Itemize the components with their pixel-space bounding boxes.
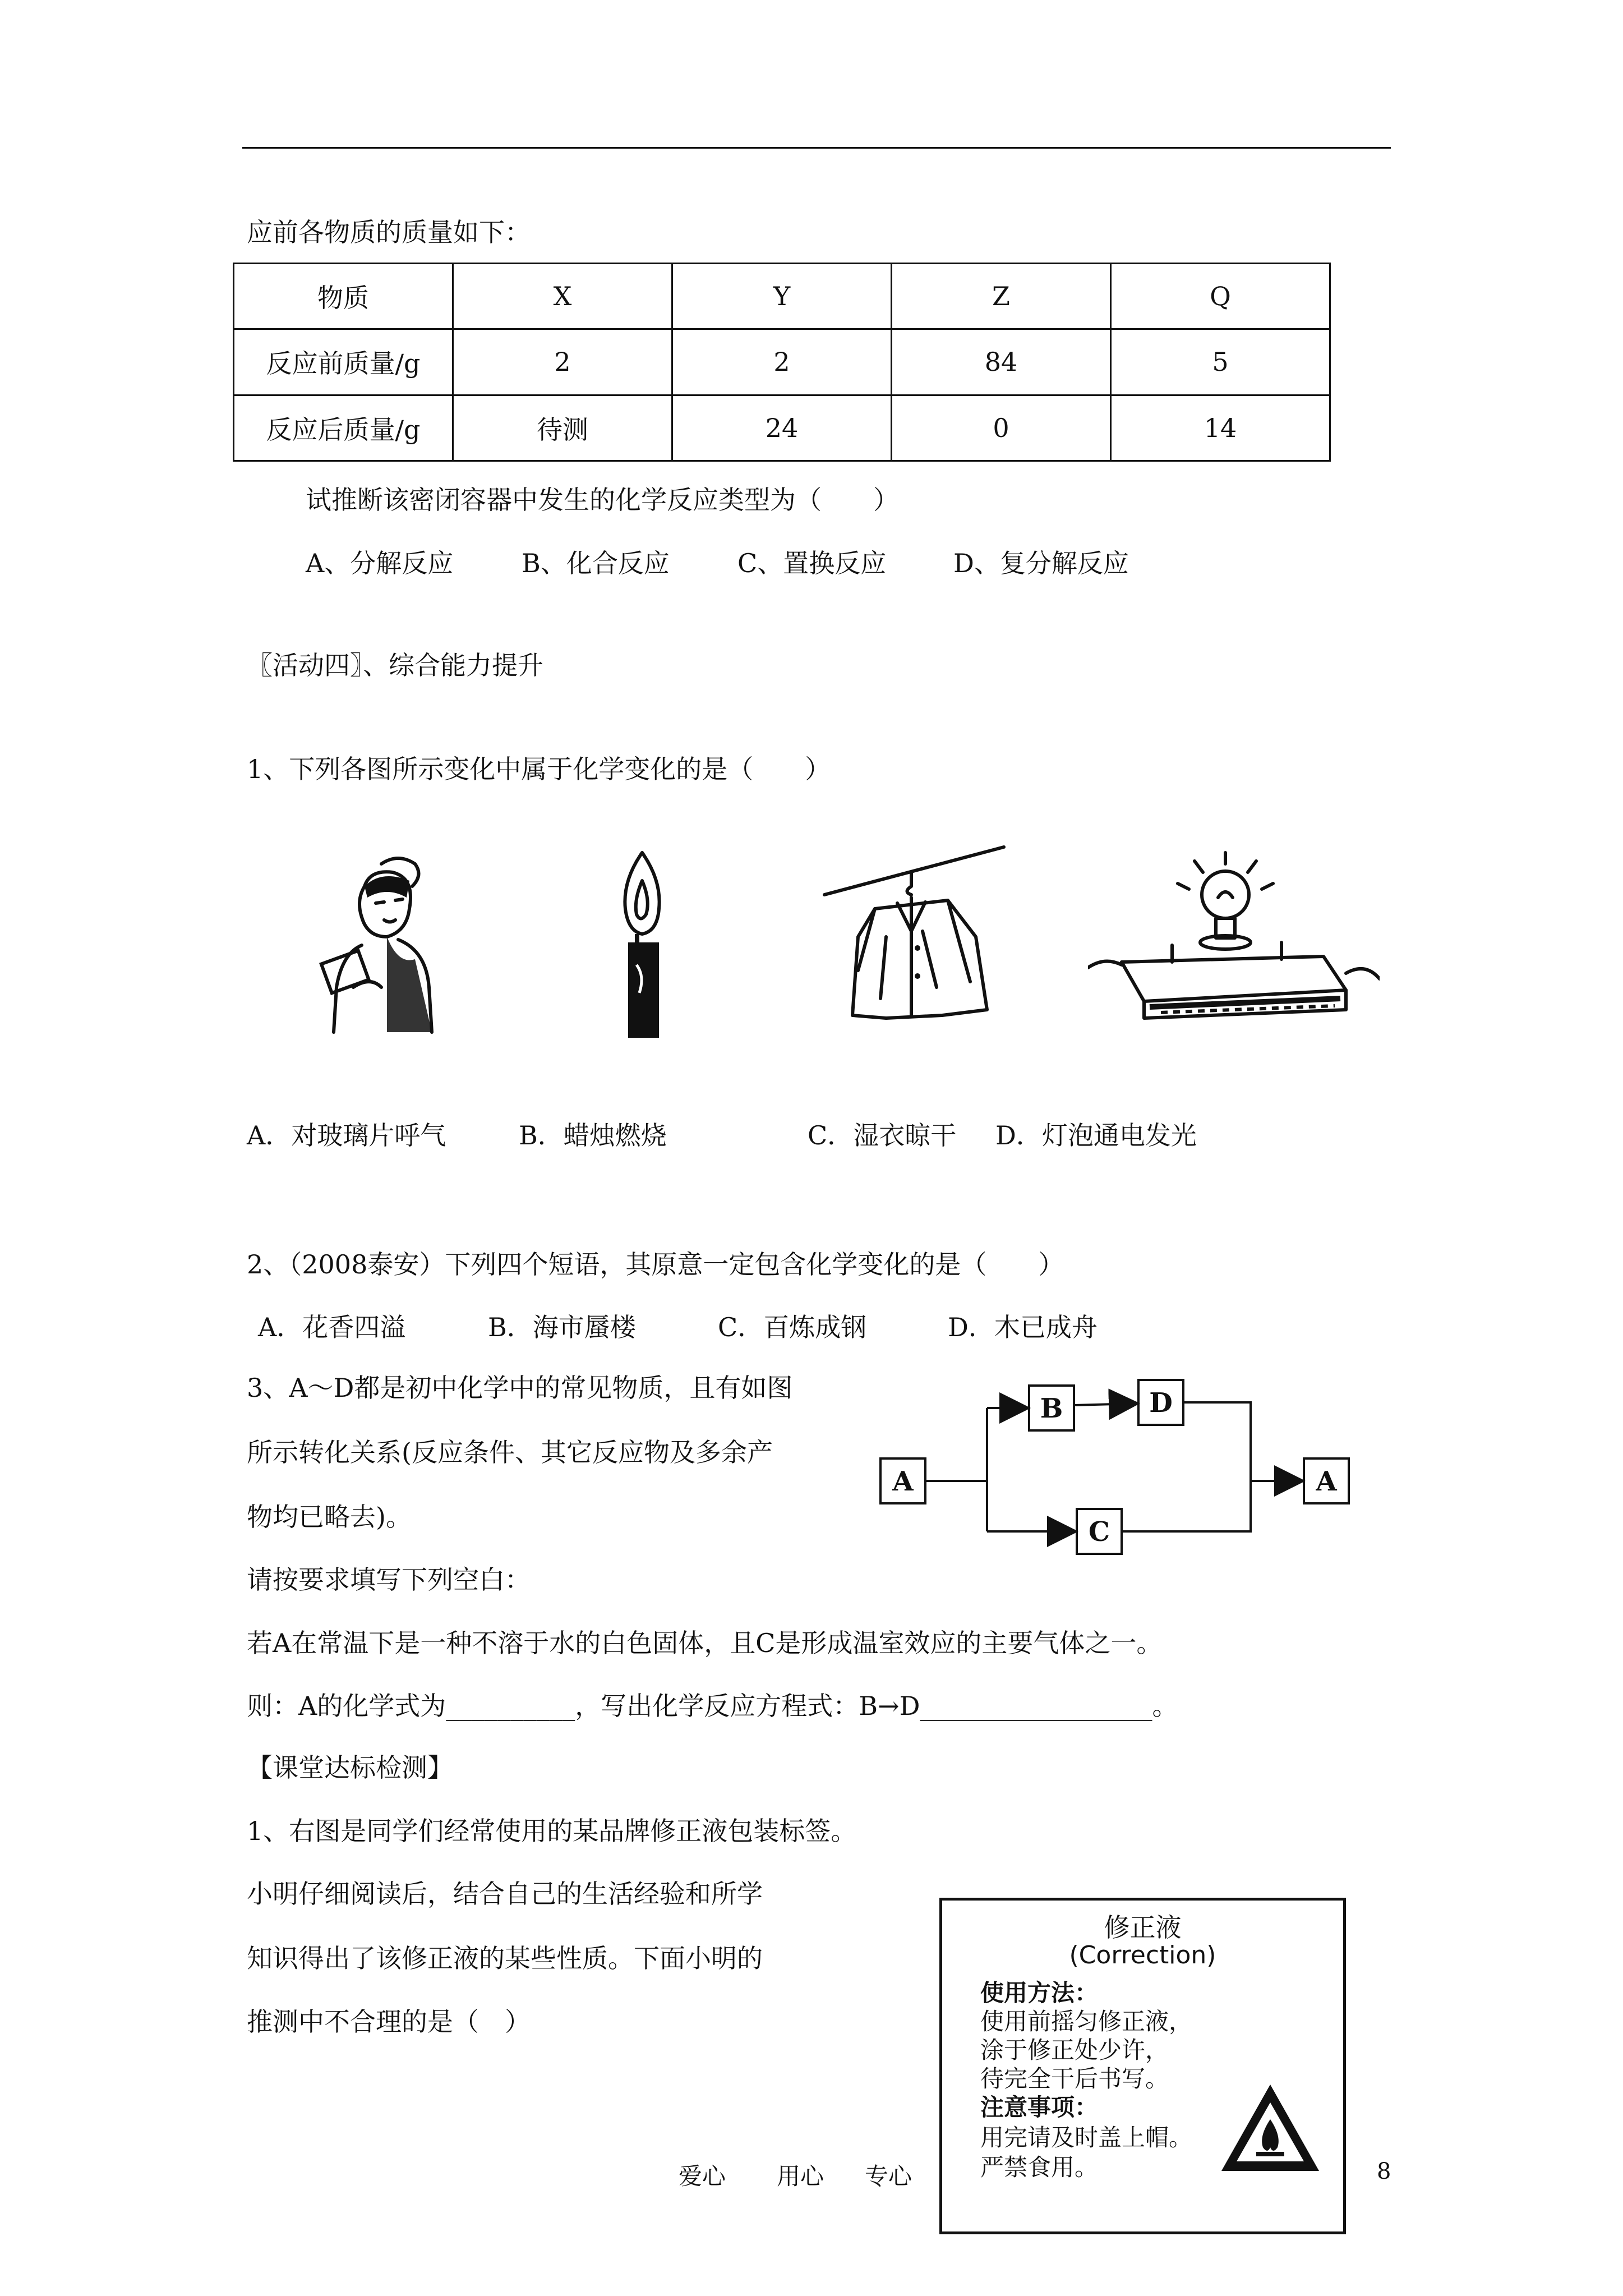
label-subtitle: (Correction) [1069, 1941, 1216, 1970]
q3-instruction: 请按要求填写下列空白： [247, 1565, 531, 1595]
table-cell: 待测 [453, 395, 672, 461]
label-notes-heading: 注意事项： [980, 2093, 1099, 2121]
table-cell: Z [892, 264, 1111, 329]
q1-option-b: B．蜡烛燃烧 [519, 1120, 667, 1151]
infer-question: 试推断该密闭容器中发生的化学反应类型为（ ） [306, 485, 899, 515]
table-cell: X [453, 264, 672, 329]
table-cell: 24 [672, 395, 892, 461]
diagram-node-a-result: A [1316, 1466, 1337, 1497]
q3-blank-line: 则：A的化学式为__________，写出化学反应方程式：B→D__________________。 [247, 1691, 1178, 1721]
correction-label [939, 1898, 1346, 2234]
infer-option-a: A、分解反应 [306, 548, 454, 578]
diagram-node-d: D [1149, 1387, 1173, 1419]
q3-line-1: 3、A～D都是初中化学中的常见物质，且有如图 [247, 1373, 793, 1403]
q2-option-a: A．花香四溢 [258, 1312, 406, 1342]
mass-table [233, 263, 1331, 462]
q1-option-c: C．湿衣晾干 [808, 1120, 957, 1151]
diagram-node-a: A [892, 1466, 914, 1497]
check-q1-line-3: 知识得出了该修正液的某些性质。下面小明的 [247, 1943, 763, 1973]
check-title: 【课堂达标检测】 [247, 1752, 453, 1783]
q2-option-b: B．海市蜃楼 [488, 1312, 636, 1342]
table-header-row [234, 264, 1330, 329]
table-cell: 14 [1111, 395, 1330, 461]
check-q1-line-2: 小明仔细阅读后，结合自己的生活经验和所学 [247, 1879, 763, 1909]
infer-option-c: C、置换反应 [737, 548, 887, 578]
q3-line-2: 所示转化关系(反应条件、其它反应物及多余产 [247, 1437, 773, 1467]
label-notes-line: 严禁食用。 [980, 2154, 1099, 2181]
activity-title: 〖活动四〗、综合能力提升 [247, 650, 543, 680]
clothes-drying-illustration [819, 841, 1009, 1032]
table-row [234, 395, 1330, 461]
label-usage-line: 使用前摇匀修正液， [980, 2008, 1193, 2035]
girl-breathing-illustration [303, 847, 443, 1038]
q1-option-d: D．灯泡通电发光 [995, 1120, 1197, 1151]
table-cell: Y [672, 264, 892, 329]
label-usage-heading: 使用方法： [980, 1979, 1099, 2007]
conversion-diagram [875, 1374, 1368, 1565]
lightbulb-illustration [1088, 850, 1380, 1029]
q1-option-a: A．对玻璃片呼气 [247, 1120, 446, 1151]
table-cell: 反应后质量/g [234, 395, 453, 461]
page-number: 8 [1377, 2159, 1391, 2184]
q1-stem: 1、下列各图所示变化中属于化学变化的是（ ） [247, 754, 831, 784]
q2-option-c: C．百炼成钢 [718, 1312, 867, 1342]
intro-line: 应前各物质的质量如下： [247, 217, 531, 247]
table-cell: 2 [453, 329, 672, 395]
table-cell: 物质 [234, 264, 453, 329]
label-usage-line: 待完全干后书写。 [980, 2065, 1169, 2092]
label-notes-line: 用完请及时盖上帽。 [980, 2124, 1193, 2151]
q2-option-d: D．木已成舟 [948, 1312, 1098, 1342]
q3-line-3: 物均已略去)。 [247, 1502, 412, 1532]
header-rule [242, 147, 1391, 149]
footer-slogan-1: 爱心 [679, 2162, 726, 2190]
burning-candle-illustration [606, 847, 679, 1038]
table-cell: 5 [1111, 329, 1330, 395]
table-cell: 0 [892, 395, 1111, 461]
check-q1-line-4: 推测中不合理的是（ ） [247, 2007, 531, 2037]
q3-condition: 若A在常温下是一种不溶于水的白色固体，且C是形成温室效应的主要气体之一。 [247, 1628, 1163, 1658]
label-usage-line: 涂于修正处少许， [980, 2036, 1169, 2064]
table-cell: 2 [672, 329, 892, 395]
footer-slogan-3: 专心 [865, 2162, 912, 2190]
infer-option-b: B、化合反应 [522, 548, 670, 578]
infer-option-d: D、复分解反应 [953, 548, 1129, 578]
flammable-warning-icon [1217, 2080, 1324, 2175]
table-cell: 84 [892, 329, 1111, 395]
footer-slogan-2: 用心 [777, 2162, 824, 2190]
table-cell: 反应前质量/g [234, 329, 453, 395]
table-row [234, 329, 1330, 395]
table-cell: Q [1111, 264, 1330, 329]
check-q1-line-1: 1、右图是同学们经常使用的某品牌修正液包装标签。 [247, 1816, 857, 1846]
diagram-node-b: B [1040, 1393, 1063, 1424]
q2-stem: 2、（2008泰安）下列四个短语，其原意一定包含化学变化的是（ ） [247, 1249, 1064, 1280]
label-title: 修正液 [1104, 1912, 1182, 1943]
diagram-node-c: C [1088, 1516, 1110, 1548]
